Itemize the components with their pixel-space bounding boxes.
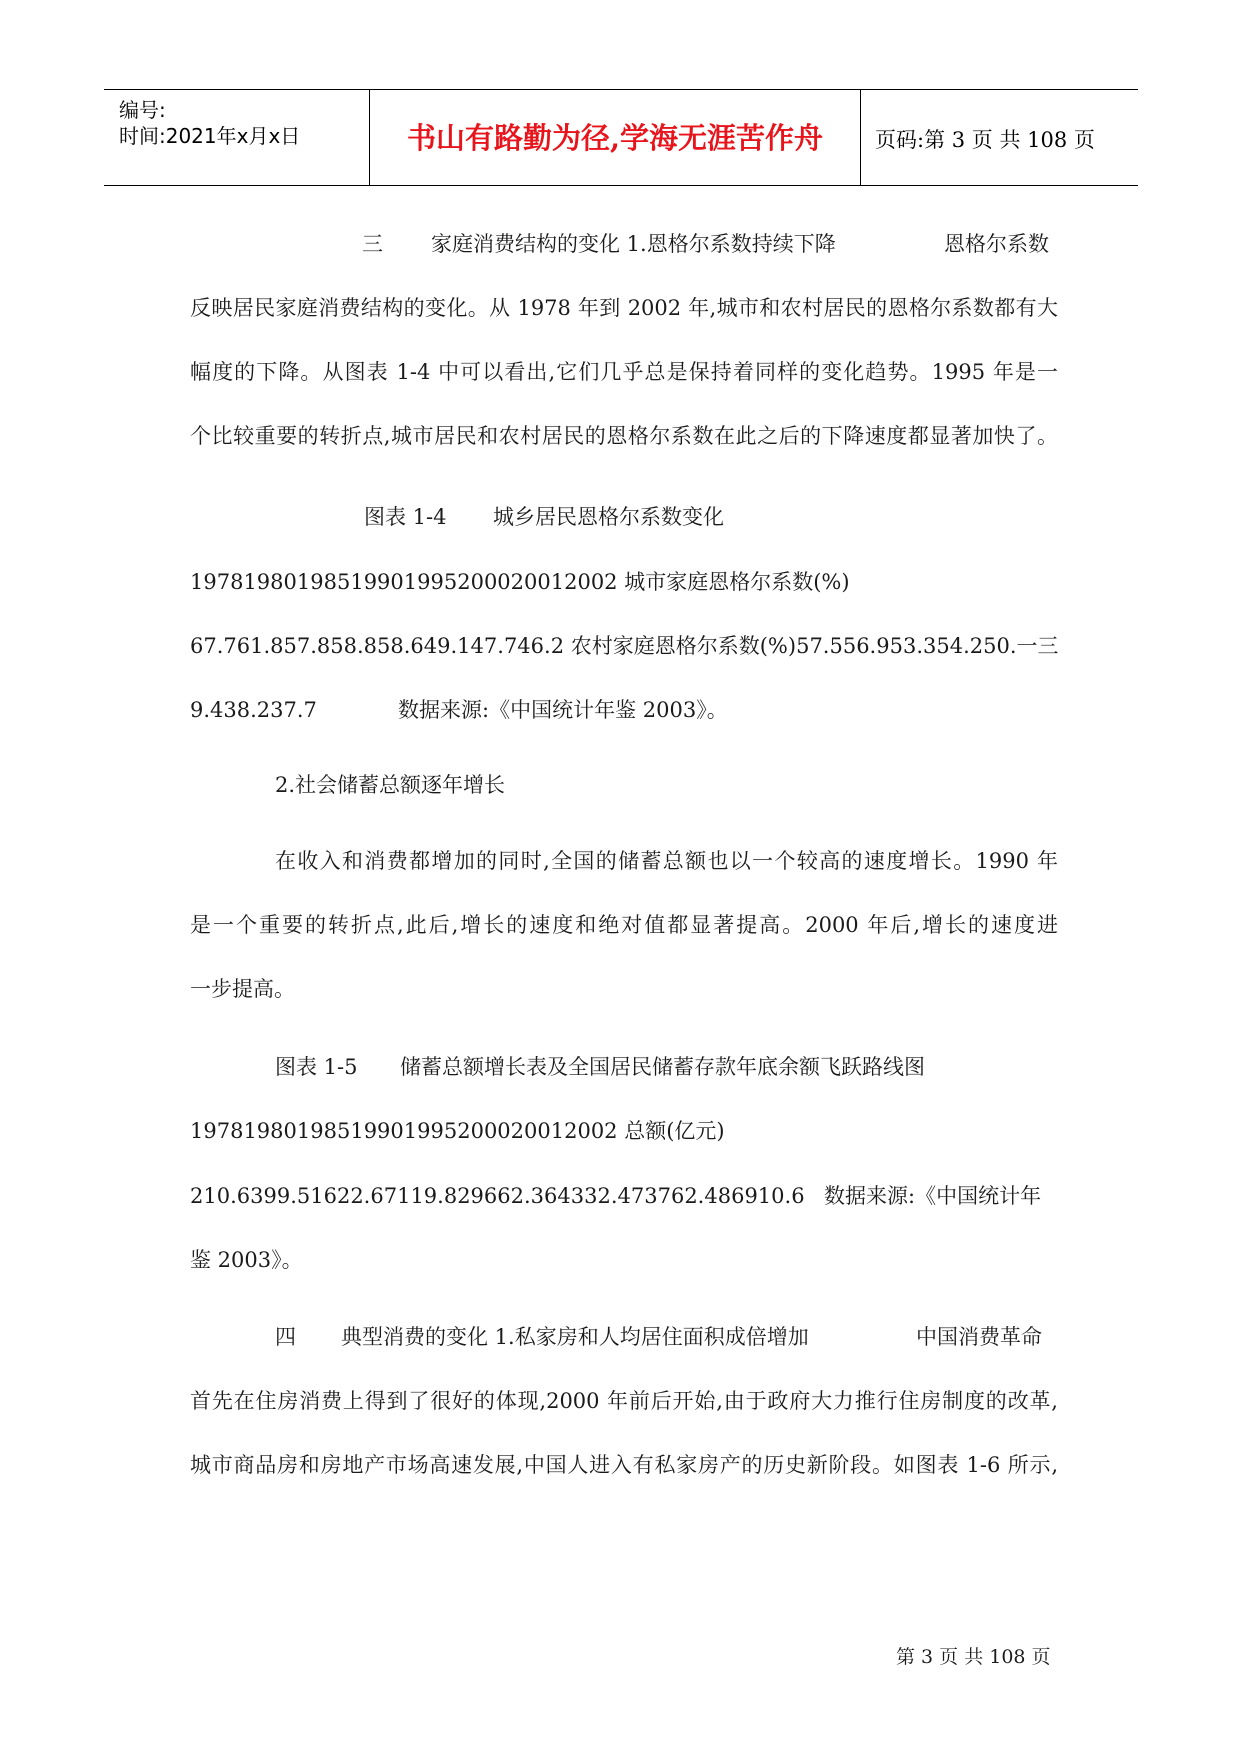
figure-data-text: 9.438.237.7 bbox=[190, 698, 317, 722]
document-number-label: 编号: bbox=[119, 98, 166, 122]
paragraph-text: 城市商品房和房地产市场高速发展,中国人进入有私家房产的历史新阶段。如图表 1-6 所示, bbox=[190, 1453, 1058, 1477]
paragraph-text: 首先在住房消费上得到了很好的体现,2000 年前后开始,由于政府大力推行住房制度的改革, bbox=[190, 1389, 1058, 1413]
figure-label: 图表 1-4 bbox=[364, 505, 447, 529]
section-number: 四 bbox=[275, 1325, 296, 1349]
header-meta-cell bbox=[104, 90, 369, 185]
header-motto: 书山有路勤为径,学海无涯苦作舟 bbox=[406, 121, 824, 155]
figure-data-text: 210.6399.51622.67119.829662.364332.473762.486910.6 bbox=[190, 1184, 805, 1208]
figure-source: 数据来源:《中国统计年 bbox=[824, 1184, 1042, 1208]
figure-data-text: 67.761.857.858.858.649.147.746.2 农村家庭恩格尔系数(%)57.556.953.354.250.一三 bbox=[190, 634, 1059, 658]
header-page-cell bbox=[861, 90, 1138, 185]
figure-data-text: 19781980198519901995200020012002 城市家庭恩格尔系数(%) bbox=[190, 570, 850, 594]
figure-data-text: 19781980198519901995200020012002 总额(亿元) bbox=[190, 1119, 725, 1143]
paragraph-text: 一步提高。 bbox=[190, 977, 295, 1001]
header-page-code: 页码:第 3 页 共 108 页 bbox=[875, 128, 1095, 152]
paragraph-text: 恩格尔系数 bbox=[944, 232, 1049, 256]
document-time-label: 时间:2021年x月x日 bbox=[119, 124, 301, 148]
section-heading: 家庭消费结构的变化 1.恩格尔系数持续下降 bbox=[431, 232, 836, 256]
figure-title: 城乡居民恩格尔系数变化 bbox=[493, 505, 724, 529]
paragraph-text: 是一个重要的转折点,此后,增长的速度和绝对值都显著提高。2000 年后,增长的速度进 bbox=[190, 913, 1058, 937]
figure-title: 储蓄总额增长表及全国居民储蓄存款年底余额飞跃路线图 bbox=[400, 1055, 925, 1079]
section-number: 三 bbox=[362, 232, 383, 256]
figure-label: 图表 1-5 bbox=[275, 1055, 358, 1079]
figure-source: 数据来源:《中国统计年鉴 2003》。 bbox=[398, 698, 728, 722]
page-footer: 第 3 页 共 108 页 bbox=[896, 1646, 1051, 1668]
section-heading: 典型消费的变化 1.私家房和人均居住面积成倍增加 bbox=[341, 1325, 809, 1349]
paragraph-text: 反映居民家庭消费结构的变化。从 1978 年到 2002 年,城市和农村居民的恩格尔系数都有大 bbox=[190, 296, 1058, 320]
subsection-heading: 2.社会储蓄总额逐年增长 bbox=[275, 773, 506, 797]
paragraph-text: 个比较重要的转折点,城市居民和农村居民的恩格尔系数在此之后的下降速度都显著加快了。 bbox=[190, 424, 1058, 448]
header-motto-cell bbox=[369, 90, 861, 185]
page-header bbox=[104, 89, 1138, 186]
paragraph-text: 中国消费革命 bbox=[916, 1325, 1042, 1349]
paragraph-text: 在收入和消费都增加的同时,全国的储蓄总额也以一个较高的速度增长。1990 年 bbox=[275, 849, 1058, 873]
paragraph-text: 幅度的下降。从图表 1-4 中可以看出,它们几乎总是保持着同样的变化趋势。1995 年是一 bbox=[190, 360, 1058, 384]
figure-source: 鉴 2003》。 bbox=[190, 1248, 303, 1272]
